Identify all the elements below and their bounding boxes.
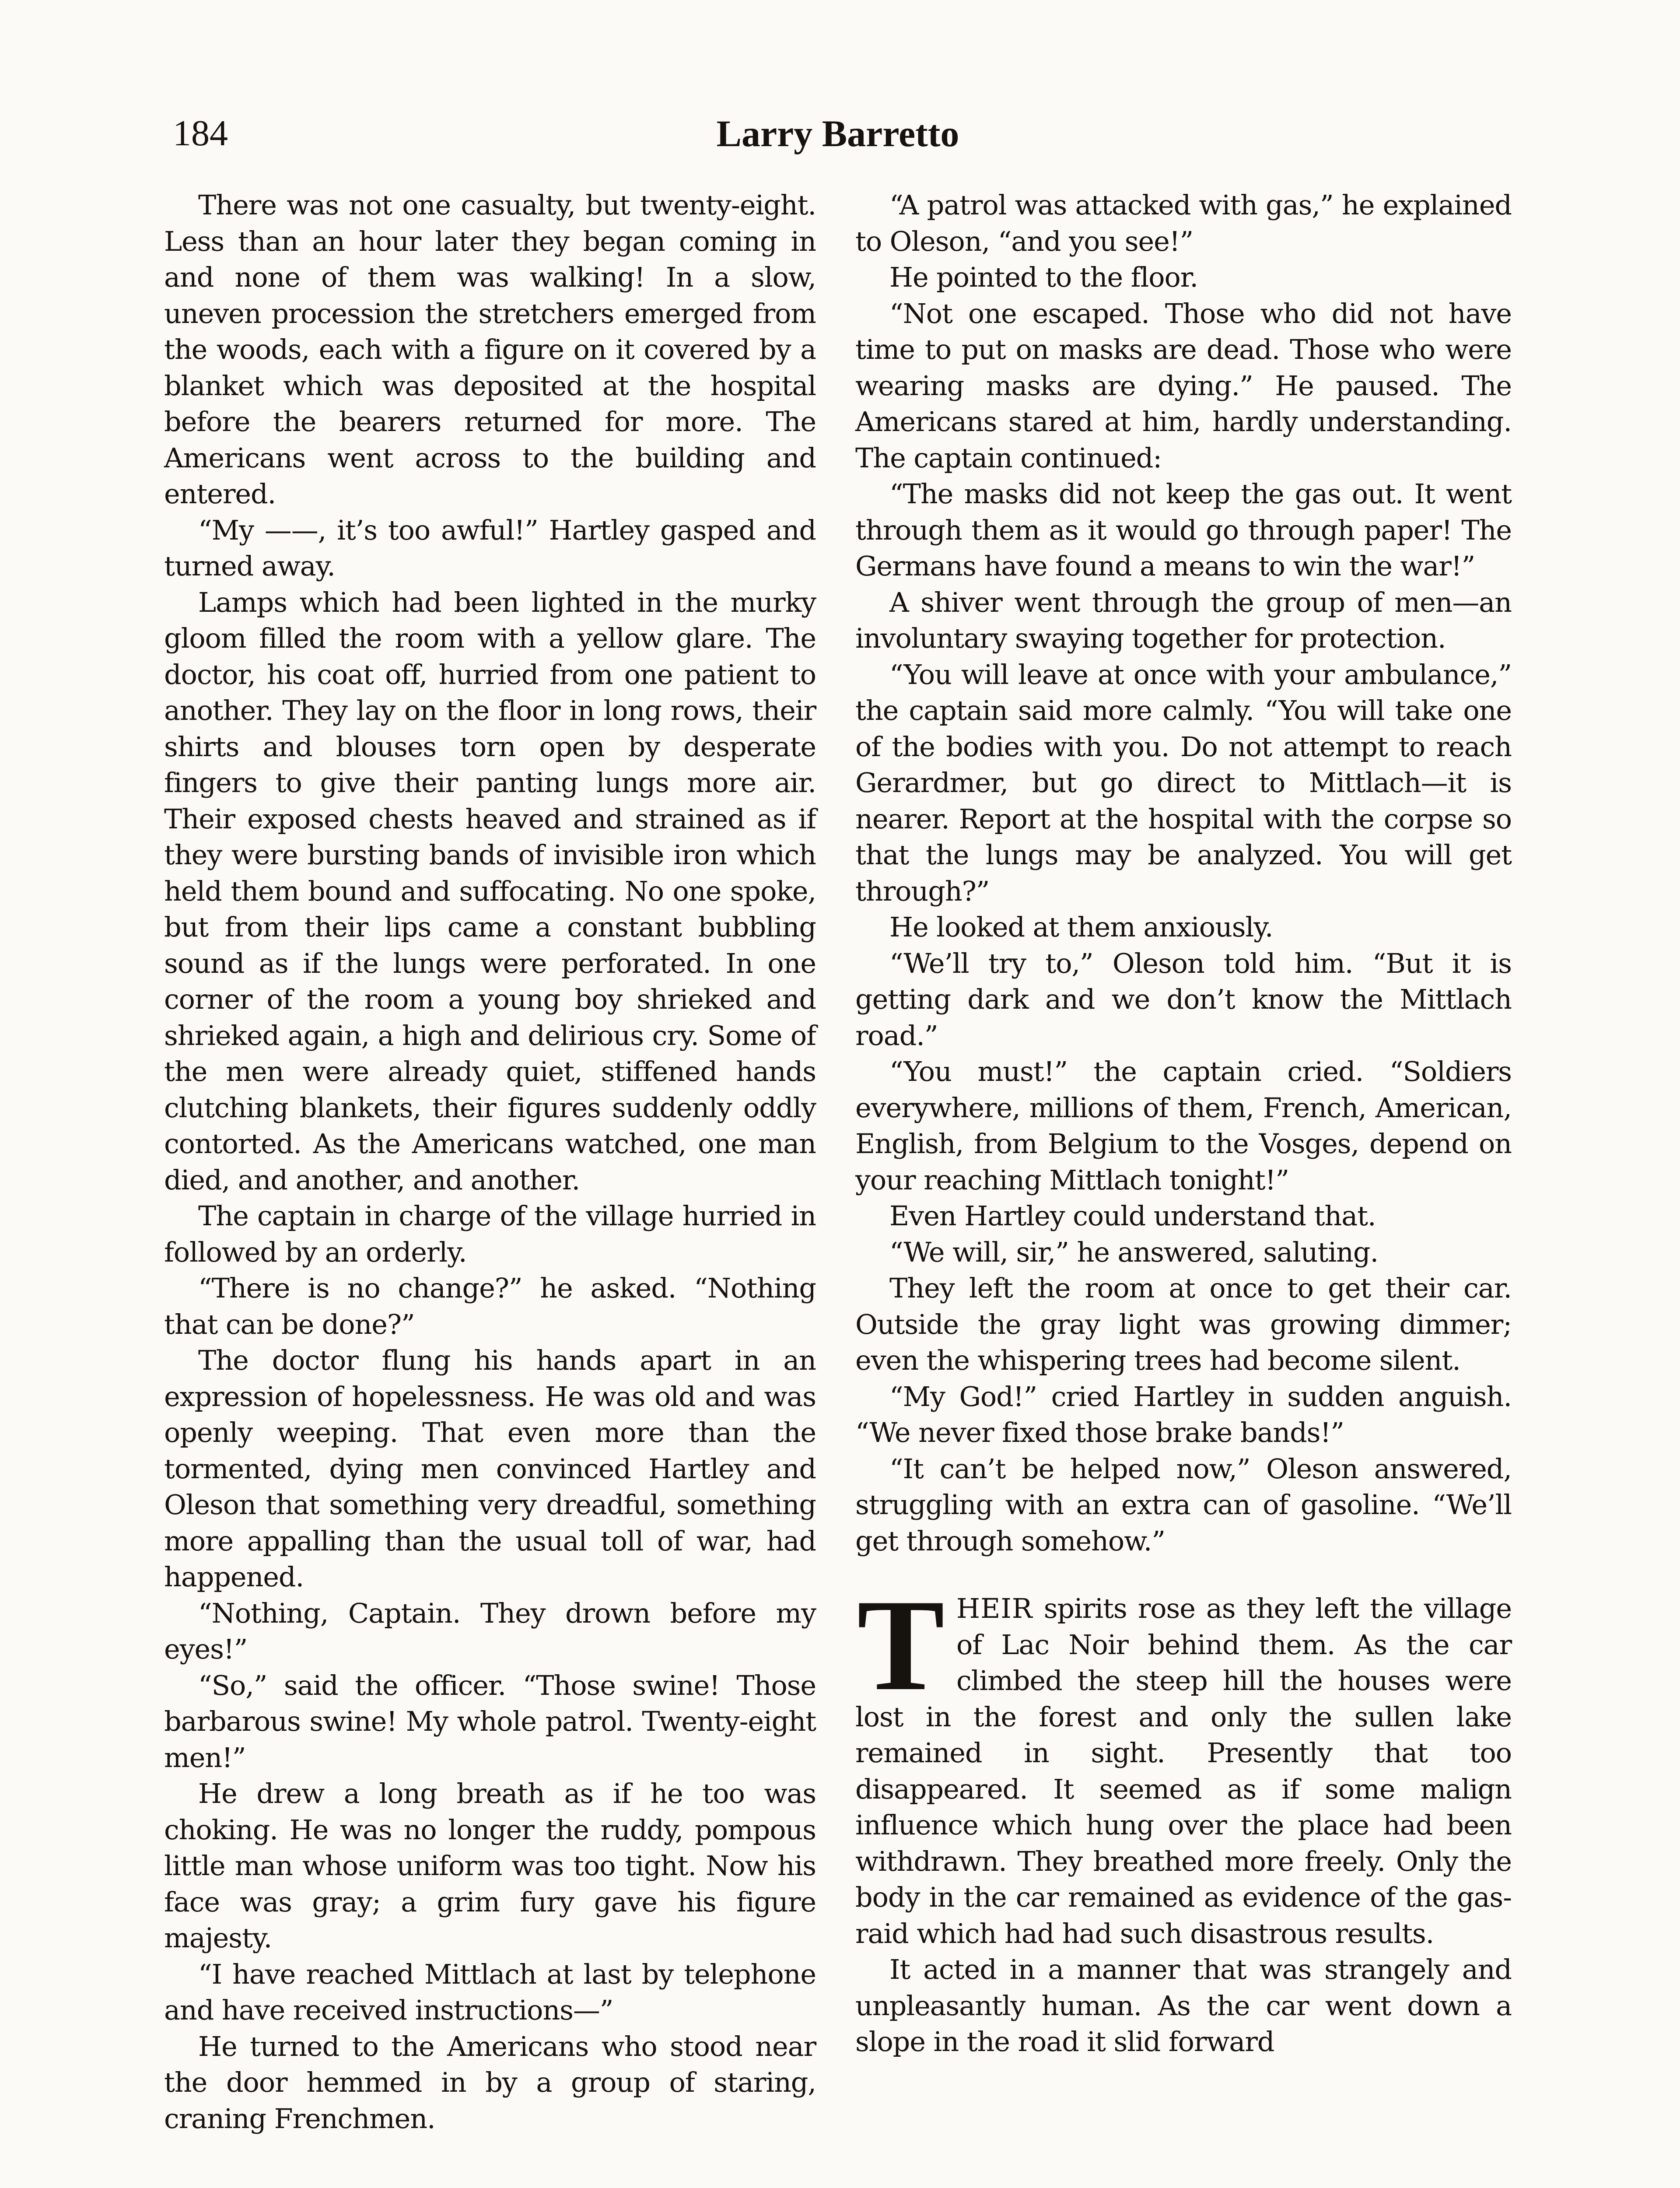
running-head: Larry Barretto (716, 112, 959, 154)
paragraph: “My ——, it’s too awful!” Hartley gasped and turned away. (164, 514, 816, 582)
paragraph-text: spirits rose as they left the village of Lac Noir behind them. As the car climbed the steep hill the houses were lost in the forest and only the sullen lake remained in sight. Presently that too disappeared. It seemed as if some malign influence which hung over the place had been withdrawn. They breathed more freely. Only the body in the car remained as evidence of the gas-raid which had had such disastrous results. (855, 1592, 1512, 1950)
paragraph: “So,” said the officer. “Those swine! Those barbarous swine! My whole patrol. Twenty-eight men!” (164, 1669, 816, 1774)
left-column (164, 187, 816, 2137)
paragraph: He looked at them anxiously. (889, 911, 1273, 943)
paragraph: The doctor flung his hands apart in an expression of hopelessness. He was old and was openly weeping. That even more than the tormented, dying men convinced Hartley and Oleson that something very dreadful, something more appalling than the usual toll of war, had happened. (164, 1344, 816, 1593)
page-number: 184 (173, 113, 228, 154)
section-opening-paragraph (855, 1572, 1512, 1952)
page-header (0, 107, 1680, 168)
paragraph: “Nothing, Captain. They drown before my eyes!” (164, 1597, 816, 1665)
paragraph: They left the room at once to get their car. Outside the gray light was growing dimmer; even the whispering trees had become silent. (855, 1272, 1512, 1376)
paragraph: “We’ll try to,” Oleson told him. “But it is getting dark and we don’t know the Mittlach road.” (855, 947, 1512, 1052)
lead-caps: HEIR (956, 1592, 1033, 1624)
paragraph: Even Hartley could understand that. (889, 1200, 1376, 1232)
paragraph: “It can’t be helped now,” Oleson answered, struggling with an extra can of gasoline. “We’ll get through somehow.” (855, 1452, 1512, 1557)
paragraph: He turned to the Americans who stood near the door hemmed in by a group of staring, craning Frenchmen. (164, 2030, 816, 2135)
drop-cap: T (857, 1572, 944, 1718)
paragraph: “Not one escaped. Those who did not have time to put on masks are dead. Those who were wearing masks are dying.” He paused. The Americans stared at him, hardly understanding. The captain continued: (855, 297, 1512, 474)
paragraph: There was not one casualty, but twenty-eight. Less than an hour later they began coming in and none of them was walking! In a slow, uneven procession the stretchers emerged from the woods, each with a figure on it covered by a blanket which was deposited at the hospital before the bearers returned for more. The Americans went across to the building and entered. (164, 189, 816, 510)
paragraph: He drew a long breath as if he too was choking. He was no longer the ruddy, pompous little man whose uniform was too tight. Now his face was gray; a grim fury gave his figure majesty. (164, 1778, 816, 1954)
paragraph: “A patrol was attacked with gas,” he explained to Oleson, “and you see!” (855, 189, 1512, 257)
paragraph: It acted in a manner that was strangely and unpleasantly human. As the car went down a slope in the road it slid forward (855, 1953, 1512, 2058)
paragraph: “There is no change?” he asked. “Nothing that can be done?” (164, 1272, 816, 1340)
paragraph: “You will leave at once with your ambulance,” the captain said more calmly. “You will take one of the bodies with you. Do not attempt to reach Gerardmer, but go direct to Mittlach—it is nearer. Report at the hospital with the corpse so that the lungs may be analyzed. You will get through?” (855, 658, 1512, 907)
paragraph: Lamps which had been lighted in the murky gloom filled the room with a yellow glare. The doctor, his coat off, hurried from one patient to another. They lay on the floor in long rows, their shirts and blouses torn open by desperate fingers to give their panting lungs more air. Their exposed chests heaved and strained as if they were bursting bands of invisible iron which held them bound and suffocating. No one spoke, but from their lips came a constant bubbling sound as if the lungs were perforated. In one corner of the room a young boy shrieked and shrieked again, a high and delirious cry. Some of the men were already quiet, stiffened hands clutching blankets, their figures suddenly oddly contorted. As the Americans watched, one man died, and another, and another. (164, 586, 816, 1196)
paragraph: “My God!” cried Hartley in sudden anguish. “We never fixed those brake bands!” (855, 1380, 1512, 1448)
paragraph: “We will, sir,” he answered, saluting. (889, 1236, 1379, 1268)
paragraph: “You must!” the captain cried. “Soldiers everywhere, millions of them, French, American, English, from Belgium to the Vosges, depend on your reaching Mittlach tonight!” (855, 1055, 1512, 1196)
paragraph: He pointed to the floor. (889, 261, 1198, 293)
paragraph: The captain in charge of the village hurried in followed by an orderly. (164, 1200, 816, 1268)
paragraph: “I have reached Mittlach at last by telephone and have received instructions—” (164, 1958, 816, 2026)
paragraph: “The masks did not keep the gas out. It went through them as it would go through paper! The Germans have found a means to win the war!” (855, 478, 1512, 582)
paragraph: A shiver went through the group of men—an involuntary swaying together for protection. (855, 586, 1512, 654)
right-column (855, 187, 1512, 2060)
